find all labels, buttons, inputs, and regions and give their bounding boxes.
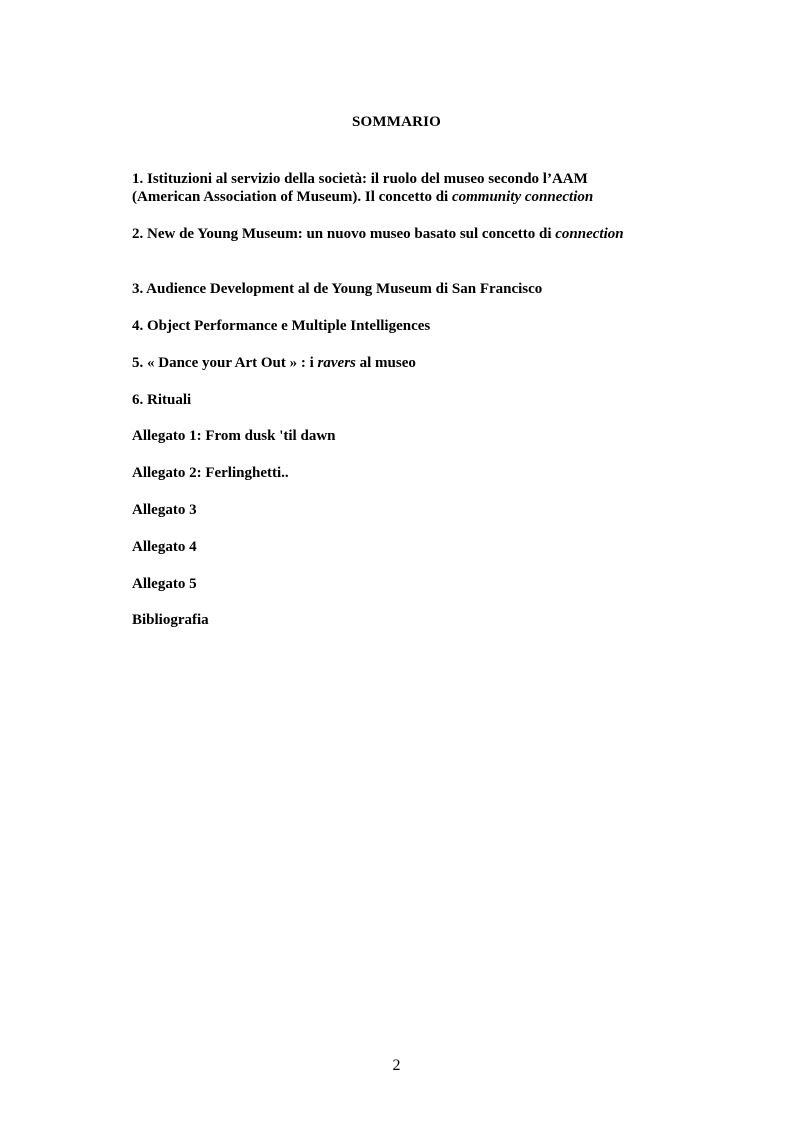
toc-entry-3[interactable]: 3. Audience Development al de Young Museum di San Francisco <box>132 281 543 297</box>
toc-entry-allegato-4[interactable]: Allegato 4 <box>132 539 197 555</box>
toc-entry-1-line2: (American Association of Museum). Il concetto di community connection <box>132 189 594 205</box>
toc-entry-6[interactable]: 6. Rituali <box>132 392 192 408</box>
toc-entry-5[interactable]: 5. « Dance your Art Out » : i ravers al museo <box>132 355 416 371</box>
toc-entry-4[interactable]: 4. Object Performance e Multiple Intelligences <box>132 318 431 334</box>
toc-entry-2[interactable]: 2. New de Young Museum: un nuovo museo basato sul concetto di connection <box>132 226 624 242</box>
toc-entry-allegato-5[interactable]: Allegato 5 <box>132 576 197 592</box>
toc-entry-allegato-3[interactable]: Allegato 3 <box>132 502 197 518</box>
page-title: SOMMARIO <box>351 114 442 130</box>
toc-entry-bibliografia[interactable]: Bibliografia <box>132 612 209 628</box>
page-number: 2 <box>392 1057 401 1074</box>
toc-entry-allegato-1[interactable]: Allegato 1: From dusk 'til dawn <box>132 428 336 444</box>
toc-entry-allegato-2[interactable]: Allegato 2: Ferlinghetti.. <box>132 465 289 481</box>
toc-entry-1-line1: 1. Istituzioni al servizio della società: il ruolo del museo secondo l’AAM <box>132 171 588 187</box>
toc-entry-1[interactable] <box>132 170 593 206</box>
